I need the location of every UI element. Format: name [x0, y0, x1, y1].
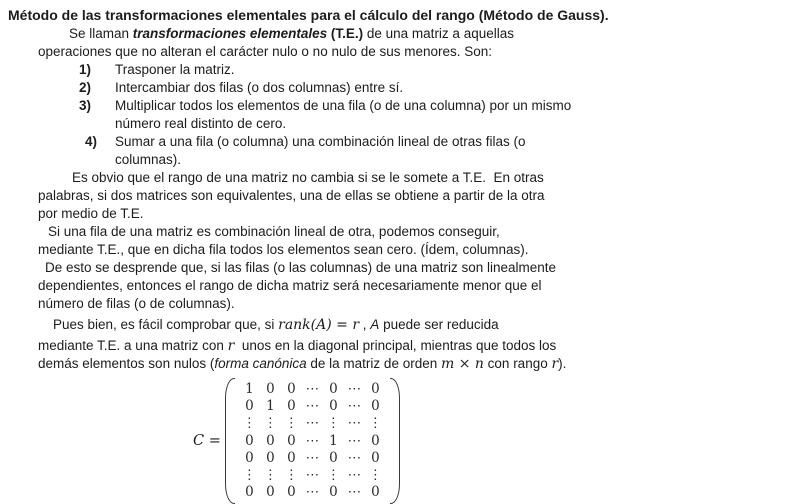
text-segment: transformaciones elementales	[132, 26, 331, 41]
text-segment: palabras, si dos matrices son equivalentes, una de ellas se obtiene a partir de la otra	[38, 188, 545, 203]
matrix-cell: 1	[266, 398, 275, 415]
list-item-2	[0, 79, 789, 97]
matrix-cell: ⋯	[347, 467, 362, 484]
matrix-cell: 0	[287, 449, 296, 466]
text-segment: Es obvio que el rango de una matriz no cambia si se le somete a T.E. En otras	[72, 170, 544, 185]
para-2-line-1	[0, 223, 789, 241]
matrix-cell: 1	[245, 381, 254, 397]
matrix-cell: 0	[329, 381, 338, 397]
matrix-label	[193, 433, 221, 449]
matrix-grid	[235, 378, 390, 504]
matrix-cell: 0	[329, 449, 338, 466]
matrix-cell: ⋯	[305, 381, 320, 397]
intro-line-2	[0, 43, 789, 61]
list-item-3	[0, 97, 789, 115]
matrix-cell: ⋯	[305, 484, 320, 501]
matrix-cell: ⋮	[284, 467, 299, 484]
text-segment: ).	[558, 356, 567, 371]
text-segment: con rango	[483, 356, 552, 371]
matrix-cell: ⋮	[326, 467, 341, 484]
matrix-cell: ⋯	[305, 415, 320, 432]
para-1-line-1	[0, 169, 789, 187]
text-segment: de una matriz a aquellas	[363, 26, 514, 41]
text-segment: Trasponer la matriz.	[115, 62, 235, 77]
list-item-4-wrap	[0, 151, 789, 169]
matrix-cell: 0	[245, 449, 254, 466]
text-segment: r	[227, 338, 235, 354]
para-3-line-2	[0, 277, 789, 295]
matrix-cell: 0	[266, 484, 275, 501]
text-segment: demás elementos son nulos (	[38, 356, 215, 371]
text-segment: r	[551, 356, 559, 372]
text-segment: ,	[359, 317, 371, 332]
para-1-line-2	[0, 187, 789, 205]
text-segment: columnas).	[115, 152, 182, 167]
matrix-cell: 0	[266, 381, 275, 397]
matrix-cell: ⋯	[305, 432, 320, 449]
text-segment: puede ser reducida	[379, 317, 499, 332]
para-4-line-3	[0, 355, 789, 373]
matrix-cell: 0	[245, 484, 254, 501]
right-parenthesis	[390, 378, 400, 504]
matrix-cell: 0	[371, 398, 380, 415]
para-4-line-2	[0, 337, 789, 355]
list-item-4	[0, 133, 789, 151]
para-2-line-2	[0, 241, 789, 259]
text-segment: Si una fila de una matriz es combinación lineal de otra, podemos conseguir,	[48, 224, 500, 239]
text-segment: 1)	[79, 62, 92, 77]
text-segment: forma canónica	[214, 356, 307, 371]
matrix-cell: 0	[329, 398, 338, 415]
canonical-form-matrix	[193, 378, 789, 504]
intro-line-1	[0, 25, 789, 43]
text-segment: De esto se desprende que, si las filas (o las columnas) de una matriz son linealmente	[45, 260, 557, 275]
matrix-cell: ⋯	[347, 449, 362, 466]
text-segment: unos en la diagonal principal, mientras que todos los	[234, 338, 557, 353]
text-segment: mediante T.E. a una matriz con	[38, 338, 228, 353]
matrix-cell: 0	[266, 432, 275, 449]
list-item-3-wrap	[0, 115, 789, 133]
list-item-1	[0, 61, 789, 79]
text-segment: mediante T.E., que en dicha fila todos los elementos sean cero. (Ídem, columnas).	[38, 242, 529, 257]
para-1-line-3	[0, 205, 789, 223]
text-segment: A	[370, 317, 380, 332]
matrix-cell: 0	[245, 432, 254, 449]
text-segment: número de filas (o de columnas).	[38, 296, 235, 311]
text-segment: 4)	[85, 134, 98, 149]
matrix-cell: ⋯	[347, 381, 362, 397]
matrix-cell: ⋮	[326, 415, 341, 432]
matrix-cell: 0	[329, 484, 338, 501]
page-title	[0, 6, 789, 25]
matrix-cell: ⋮	[242, 467, 257, 484]
equals-sign: =	[204, 433, 221, 450]
matrix-cell: ⋮	[284, 415, 299, 432]
text-segment: m × n	[440, 356, 484, 372]
text-segment: dependientes, entonces el rango de dicha matriz será necesariamente menor que el	[38, 278, 542, 293]
matrix-cell: 0	[266, 449, 275, 466]
matrix-cell: 0	[371, 381, 380, 397]
document-text	[0, 6, 789, 373]
matrix-cell: 0	[287, 432, 296, 449]
text-segment: (T.E.)	[330, 26, 364, 41]
matrix-cell: 0	[371, 449, 380, 466]
matrix-cell: ⋮	[263, 467, 278, 484]
matrix-cell: ⋮	[263, 415, 278, 432]
matrix-cell: 0	[287, 484, 296, 501]
matrix-cell: 0	[371, 484, 380, 501]
text-segment: Método de las transformaciones elementales para el cálculo del rango (Método de Gauss).	[8, 7, 609, 23]
matrix-cell: ⋯	[347, 484, 362, 501]
text-segment: Intercambiar dos filas (o dos columnas) entre sí.	[115, 80, 404, 95]
text-segment: Se llaman	[69, 26, 133, 41]
matrix-cell: ⋯	[347, 398, 362, 415]
matrix-variable: C	[193, 433, 205, 450]
text-segment: operaciones que no alteran el carácter nulo o no nulo de sus menores. Son:	[38, 44, 493, 59]
text-segment: Sumar a una fila (o columna) una combinación lineal de otras filas (o	[115, 134, 526, 149]
matrix-cell: ⋮	[368, 467, 383, 484]
matrix-cell: ⋯	[305, 398, 320, 415]
matrix-cell: 0	[287, 381, 296, 397]
text-segment: Multiplicar todos los elementos de una fila (o de una columna) por un mismo	[115, 98, 572, 113]
matrix-cell: 0	[245, 398, 254, 415]
text-segment: 3)	[79, 98, 92, 113]
matrix-cell: 0	[371, 432, 380, 449]
matrix-cell: 0	[287, 398, 296, 415]
text-segment: 2)	[79, 80, 92, 95]
matrix-cell: 1	[329, 432, 338, 449]
para-4-line-1	[0, 316, 789, 334]
text-segment: de la matriz de orden	[306, 356, 441, 371]
para-3-line-1	[0, 259, 789, 277]
matrix-cell: ⋯	[305, 449, 320, 466]
text-segment: rank(A) = r	[278, 317, 360, 333]
matrix-cell: ⋮	[242, 415, 257, 432]
text-segment: por medio de T.E.	[38, 206, 144, 221]
matrix-cell: ⋯	[305, 467, 320, 484]
text-segment: número real distinto de cero.	[115, 116, 287, 131]
text-segment: Pues bien, es fácil comprobar que, si	[53, 317, 279, 332]
left-parenthesis	[225, 378, 235, 504]
para-3-line-3	[0, 295, 789, 313]
matrix-cell: ⋮	[368, 415, 383, 432]
matrix-cell: ⋯	[347, 415, 362, 432]
matrix-cell: ⋯	[347, 432, 362, 449]
